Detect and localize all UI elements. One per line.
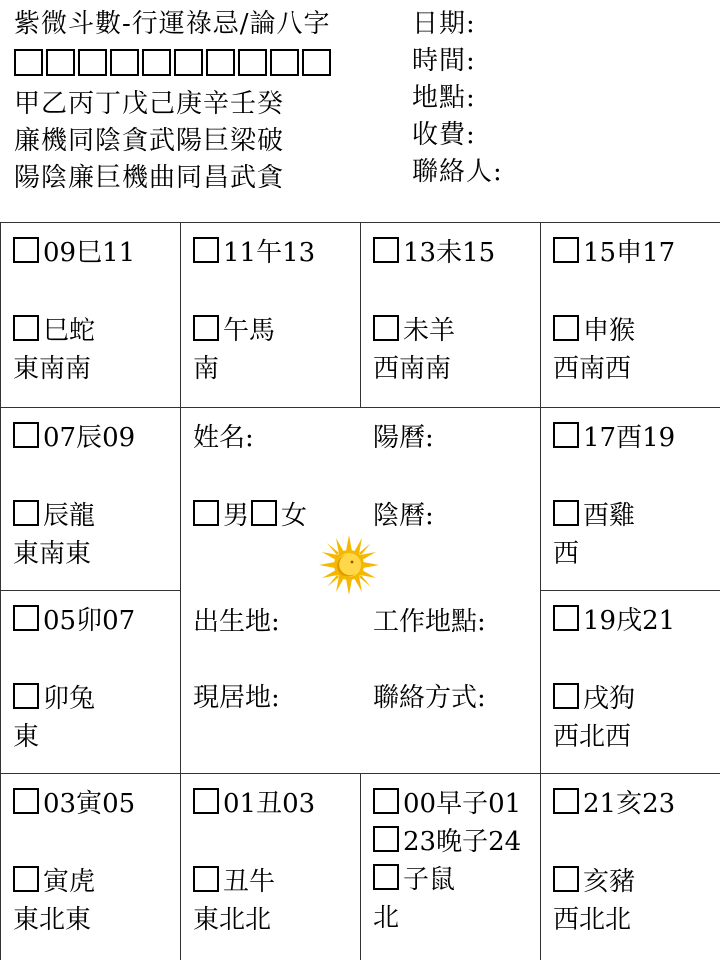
hours-label: 11午13 [223,237,316,268]
header-checkbox[interactable] [110,49,139,76]
animal-label: 子鼠 [403,864,456,895]
male-checkbox[interactable] [193,500,219,526]
header-checkbox[interactable] [206,49,235,76]
hours-checkbox[interactable] [373,237,399,263]
header-checkbox[interactable] [238,49,267,76]
lunar-date-label: 陰曆: [373,500,434,531]
palace-shen [540,222,720,407]
animal-checkbox[interactable] [13,866,39,892]
place-label: 地點: [412,83,476,113]
direction-label: 東 [13,721,40,752]
residence-label: 現居地: [193,682,280,713]
contact-method-label: 聯絡方式: [373,682,486,713]
palace-wu [180,222,360,407]
direction-label: 西南西 [553,353,632,384]
hours-checkbox[interactable] [13,237,39,263]
direction-label: 西北北 [553,904,632,935]
animal-checkbox[interactable] [373,864,399,890]
header-checkbox[interactable] [78,49,107,76]
animal-checkbox[interactable] [193,866,219,892]
heavenly-stems-line: 甲乙丙丁戊己庚辛壬癸 [14,89,285,119]
direction-label: 西 [553,538,580,569]
direction-label: 東南南 [13,353,92,384]
palace-grid [0,222,720,960]
female-checkbox[interactable] [251,500,277,526]
hours-label: 21亥23 [583,788,676,819]
fee-label: 收費: [412,120,476,150]
animal-checkbox[interactable] [13,683,39,709]
header-checkbox[interactable] [174,49,203,76]
animal-checkbox[interactable] [193,315,219,341]
early-zi-checkbox[interactable] [373,788,399,814]
hours-label: 00早子01 [403,788,522,819]
animal-label: 寅虎 [43,866,96,897]
animal-label: 丑牛 [223,866,276,897]
stars-line-2: 陽陰廉巨機曲同昌武貪 [14,163,285,193]
hours-label: 09巳11 [43,237,136,268]
birthplace-label: 出生地: [193,606,280,637]
direction-label: 東南東 [13,538,92,569]
palace-yin [0,773,180,960]
palace-chou [180,773,360,960]
animal-label: 巳蛇 [43,315,96,346]
male-label: 男 [223,500,250,531]
sun-moon-icon [317,533,381,597]
hours-checkbox[interactable] [13,788,39,814]
header-checkbox[interactable] [46,49,75,76]
hours-checkbox[interactable] [553,605,579,631]
animal-label: 亥豬 [583,866,636,897]
hours-checkbox[interactable] [553,422,579,448]
palace-zi [360,773,540,960]
animal-checkbox[interactable] [553,500,579,526]
hours-label: 01丑03 [223,788,316,819]
hours-checkbox[interactable] [553,788,579,814]
header-right [412,6,503,191]
header-left [14,6,331,197]
animal-label: 午馬 [223,315,276,346]
hours-label-2: 23晚子24 [403,826,522,857]
animal-checkbox[interactable] [553,683,579,709]
palace-wei [360,222,540,407]
female-label: 女 [281,500,308,531]
hours-label: 05卯07 [43,605,136,636]
workplace-label: 工作地點: [373,606,486,637]
hours-checkbox[interactable] [13,605,39,631]
palace-chen [0,407,180,590]
hours-label: 17酉19 [583,422,676,453]
hours-label: 19戌21 [583,605,676,636]
name-label: 姓名: [193,422,254,453]
hours-checkbox[interactable] [13,422,39,448]
time-label: 時間: [412,46,476,76]
gender-options [193,494,307,532]
late-zi-checkbox[interactable] [373,826,399,852]
form-title: 紫微斗數-行運祿忌/論八字 [14,9,331,39]
direction-label: 南 [193,353,220,384]
contact-person-label: 聯絡人: [412,157,503,187]
animal-label: 戌狗 [583,683,636,714]
header-checkbox[interactable] [142,49,171,76]
animal-checkbox[interactable] [373,315,399,341]
date-label: 日期: [412,9,476,39]
header-checkbox[interactable] [302,49,331,76]
animal-label: 未羊 [403,315,456,346]
animal-label: 申猴 [583,315,636,346]
stars-line-1: 廉機同陰貪武陽巨梁破 [14,126,285,156]
hours-label: 15申17 [583,237,676,268]
animal-checkbox[interactable] [13,500,39,526]
personal-info-center [180,407,540,773]
hours-checkbox[interactable] [553,237,579,263]
palace-you [540,407,720,590]
header-checkbox[interactable] [270,49,299,76]
header-checkbox-row [14,43,331,86]
direction-label: 西南南 [373,353,452,384]
palace-xu [540,590,720,773]
hours-label: 03寅05 [43,788,136,819]
direction-label: 西北西 [553,721,632,752]
animal-checkbox[interactable] [553,315,579,341]
hours-checkbox[interactable] [193,788,219,814]
direction-label: 北 [373,902,400,933]
animal-checkbox[interactable] [553,866,579,892]
hours-label: 07辰09 [43,422,136,453]
animal-label: 辰龍 [43,500,96,531]
direction-label: 東北北 [193,904,272,935]
palace-hai [540,773,720,960]
animal-label: 卯兔 [43,683,96,714]
direction-label: 東北東 [13,904,92,935]
header-checkbox[interactable] [14,49,43,76]
solar-date-label: 陽曆: [373,422,434,453]
palace-mao [0,590,180,773]
hours-label: 13未15 [403,237,496,268]
animal-label: 酉雞 [583,500,636,531]
palace-si [0,222,180,407]
hours-checkbox[interactable] [193,237,219,263]
animal-checkbox[interactable] [13,315,39,341]
